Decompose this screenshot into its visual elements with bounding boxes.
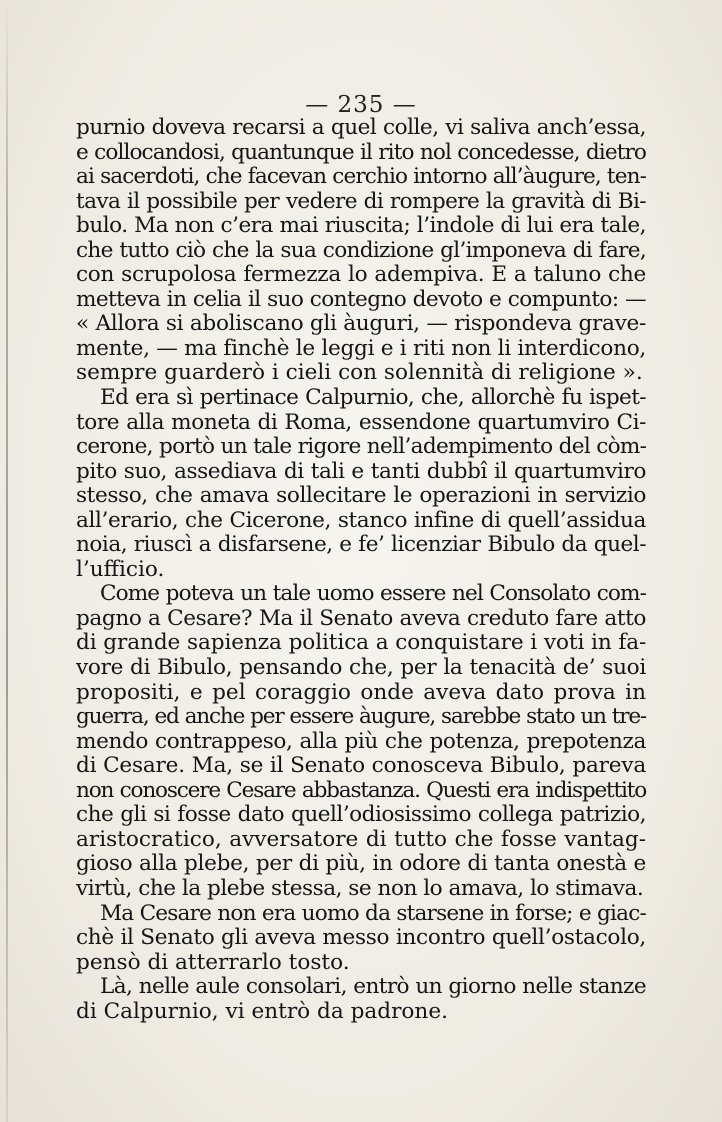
paragraph: [76, 975, 646, 1024]
text-line: e collocandosi, quantunque il rito nol concedesse, dietro: [76, 139, 646, 165]
text-line: di Cesare. Ma, se il Senato conosceva Bibulo, pareva: [76, 753, 646, 779]
text-line: propositi, e pel coraggio onde aveva dato prova in: [76, 679, 646, 705]
text-line: mendo contrappeso, alla più che potenza, prepotenza: [76, 728, 646, 754]
text-line: all’erario, che Cicerone, stanco infine di quell’assidua: [76, 507, 646, 533]
text-line: virtù, che la plebe stessa, se non lo amava, lo stimava.: [76, 875, 644, 901]
text-line: purnio doveva recarsi a quel colle, vi saliva anch’essa,: [76, 115, 646, 140]
text-line: pensò di atterrarlo tosto.: [76, 949, 350, 975]
text-line: non conoscere Cesare abbastanza. Questi era indispettito: [76, 777, 646, 803]
text-line: Ed era sì pertinace Calpurnio, che, allorchè fu ispet-: [100, 385, 646, 411]
text-line: vore di Bibulo, pensando che, per la tenacità de’ suoi: [76, 655, 646, 681]
body-text: [76, 116, 646, 1024]
paragraph: [76, 116, 646, 386]
text-line: sempre guarderò i cieli con solennità di religione ».: [76, 360, 643, 386]
text-line: mente, — ma finchè le leggi e i riti non li interdicono,: [76, 335, 646, 361]
text-line: chè il Senato gli aveva messo incontro quell’ostacolo,: [76, 925, 646, 951]
text-line: tore alla moneta di Roma, essendone quartumviro Ci-: [76, 409, 646, 435]
text-line: Ma Cesare non era uomo da starsene in forse; e giac-: [100, 900, 646, 926]
text-line: guerra, ed anche per essere àugure, sarebbe stato un tre-: [76, 704, 646, 730]
text-line: Là, nelle aule consolari, entrò un giorno nelle stanze: [100, 974, 646, 1000]
text-line: ai sacerdoti, che facevan cerchio intorno all’àugure, ten-: [76, 164, 646, 190]
text-line: gioso alla plebe, per di più, in odore di tanta onestà e: [76, 851, 646, 877]
text-line: pagno a Cesare? Ma il Senato aveva creduto fare atto: [76, 605, 646, 631]
text-line: metteva in celia il suo contegno devoto e compunto: —: [76, 286, 646, 312]
text-line: che tutto ciò che la sua condizione gl’imponeva di fare,: [76, 237, 646, 263]
paragraph: [76, 902, 646, 976]
text-line: pito suo, assediava di tali e tanti dubbî il quartumviro: [76, 458, 646, 484]
text-line: tava il possibile per vedere di rompere la gravità di Bi-: [76, 188, 646, 214]
text-line: Come poteva un tale uomo essere nel Consolato com-: [100, 581, 646, 607]
page-number: — 235 —: [305, 92, 417, 118]
text-line: aristocratico, avversatore di tutto che fosse vantag-: [76, 826, 646, 852]
text-line: di grande sapienza politica a conquistare i voti in fa-: [76, 630, 647, 656]
paragraph: [76, 582, 646, 901]
text-line: cerone, portò un tale rigore nell’adempimento del còm-: [76, 434, 647, 460]
text-line: che gli si fosse dato quell’odiosissimo collega patrizio,: [76, 802, 646, 828]
text-line: noia, riuscì a disfarsene, e fe’ licenziar Bibulo da quel-: [76, 532, 646, 558]
text-line: stesso, che amava sollecitare le operazioni in servizio: [76, 483, 646, 509]
text-line: l’ufficio.: [76, 556, 165, 582]
paragraph: [76, 386, 646, 582]
text-line: bulo. Ma non c’era mai riuscita; l’indole di lui era tale,: [76, 213, 646, 239]
binding-gutter: [6, 0, 8, 1122]
text-line: di Calpurnio, vi entrò da padrone.: [76, 998, 448, 1024]
text-line: « Allora si aboliscano gli àuguri, — rispondeva grave-: [76, 311, 646, 337]
text-line: con scrupolosa fermezza lo adempiva. E a taluno che: [76, 262, 646, 288]
